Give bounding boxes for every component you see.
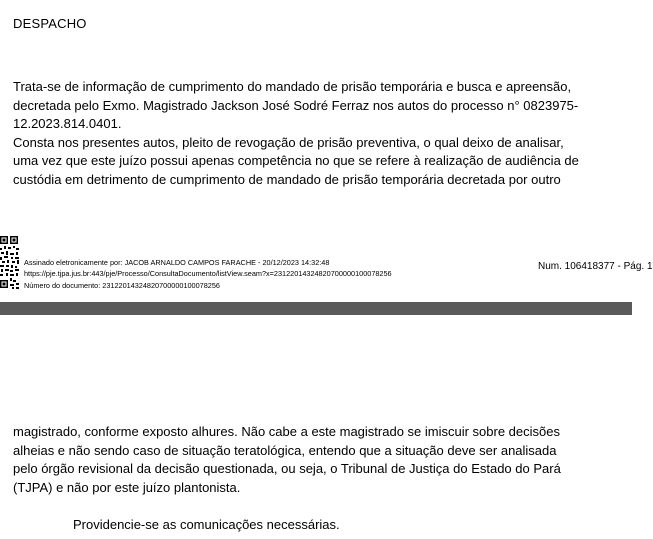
body-line: Trata-se de informação de cumprimento do mandado de prisão temporária e busca e apreensão,: [13, 79, 572, 94]
body-line: 12.2023.814.0401.: [13, 116, 122, 131]
body-line: Consta nos presentes autos, pleito de revogação de prisão preventiva, o qual deixo de analisar,: [13, 134, 564, 150]
body-line: pelo órgão revisional da decisão questionada, ou seja, o Tribunal de Justiça do Estado do Pará: [13, 461, 561, 476]
despacho-body: [13, 78, 579, 189]
despacho-body-continued: [13, 423, 561, 497]
body-line: magistrado, conforme exposto alhures. Não cabe a este magistrado se imiscuir sobre decisões: [13, 424, 560, 439]
page-separator: [0, 302, 632, 315]
body-line: custódia em detrimento de cumprimento de mandado de prisão temporária decretada por outro: [13, 171, 561, 187]
document-number: Número do documento: 23122014324820700000100078256: [24, 281, 220, 290]
qr-code-icon: [0, 236, 20, 290]
signature-line: Assinado eletronicamente por: JACOB ARNALDO CAMPOS FARACHE - 20/12/2023 14:32:48: [24, 258, 330, 267]
document-url: https://pje.tjpa.jus.br:443/pje/Processo/ConsultaDocumento/listView.seam?x=23122014324820700000100078256: [24, 269, 392, 278]
page-number: Num. 106418377 - Pág. 1: [538, 261, 653, 272]
body-line: uma vez que este juízo possui apenas competência no que se refere à realização de audiência de: [13, 153, 579, 168]
closing-line: Providencie-se as comunicações necessárias.: [73, 517, 340, 532]
body-line: alheias e não sendo caso de situação teratológica, entendo que a situação deve ser analisada: [13, 442, 557, 458]
body-line: (TJPA) e não por este juízo plantonista.: [13, 479, 241, 495]
document-page-2: [0, 315, 632, 539]
body-line: decretada pelo Exmo. Magistrado Jackson José Sodré Ferraz nos autos do processo n° 0823975-: [13, 97, 579, 113]
document-title: DESPACHO: [13, 16, 87, 31]
